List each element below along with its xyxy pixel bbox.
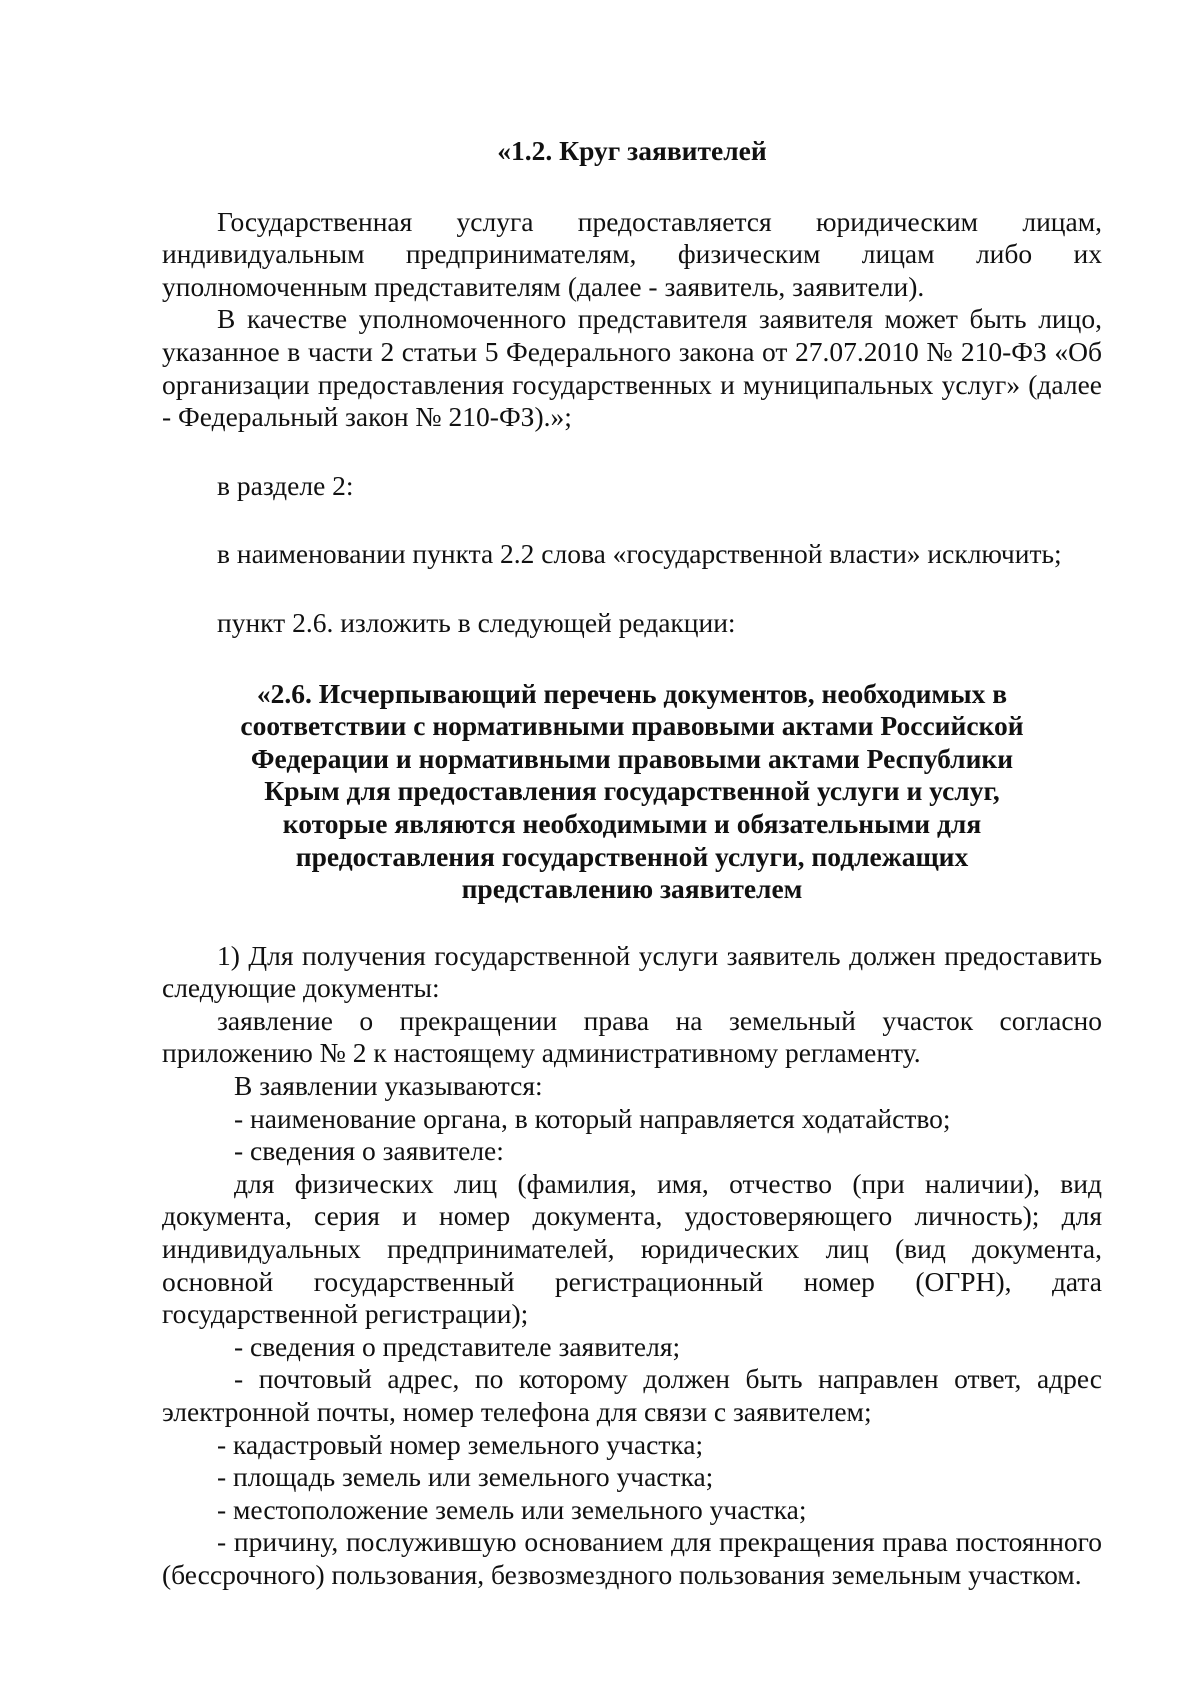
body-list-item: - наименование органа, в который направляется ходатайство; xyxy=(234,1102,951,1134)
body-paragraph: В заявлении указываются: xyxy=(234,1070,543,1102)
body-list-item: - кадастровый номер земельного участка; xyxy=(217,1428,704,1460)
amendment-item-2-6: пункт 2.6. изложить в следующей редакции: xyxy=(217,606,736,638)
body-paragraph: заявление о прекращении права на земельный участок согласно приложению № 2 к настоящему административному регламенту. xyxy=(162,1004,1102,1069)
amendment-item-2-2: в наименовании пункта 2.2 слова «государственной власти» исключить; xyxy=(217,538,1062,570)
body-list-item: - площадь земель или земельного участка; xyxy=(217,1461,714,1493)
paragraph-applicants: Государственная услуга предоставляется юридическим лицам, индивидуальным предпринимателям, физическим лицам либо их уполномоченным представителям (далее - заявитель, заявители). xyxy=(162,205,1102,302)
item-heading xyxy=(162,678,1102,906)
body-list-item: - местоположение земель или земельного участка; xyxy=(217,1493,807,1525)
section-heading: «1.2. Круг заявителей xyxy=(497,135,767,166)
item-heading-text: «2.6. Исчерпывающий перечень документов, необходимых в соответствии с нормативными правовыми актами Российской Федерации и нормативными правовыми актами Республики Крым для предоставления государственной услуги и услуг, которые являются необходимыми и обязательными для предоставления государственной услуги, подлежащих представлению заявителем xyxy=(240,677,1024,905)
body-paragraph: для физических лиц (фамилия, имя, отчество (при наличии), вид документа, серия и номер документа, удостоверяющего личность); для индивидуальных предпринимателей, юридических лиц (вид документа, основной государственный регистрационный номер (ОГРН), дата государственной регистрации); xyxy=(162,1167,1102,1330)
body-list-item: - сведения о представителе заявителя; xyxy=(234,1330,681,1362)
paragraph-representative: В качестве уполномоченного представителя заявителя может быть лицо, указанное в части 2 статьи 5 Федерального закона от 27.07.2010 № 210-ФЗ «Об организации предоставления государственных и муниципальных услуг» (далее - Федеральный закон № 210-ФЗ).»; xyxy=(162,303,1102,433)
amendment-section-2: в разделе 2: xyxy=(217,469,354,501)
body-list-item: - почтовый адрес, по которому должен быть направлен ответ, адрес электронной почты, номер телефона для связи с заявителем; xyxy=(162,1363,1102,1427)
body-paragraph: 1) Для получения государственной услуги заявитель должен предоставить следующие документы: xyxy=(162,939,1102,1004)
body-list-item: - причину, послужившую основанием для прекращения права постоянного (бессрочного) пользования, безвозмездного пользования земельным участком. xyxy=(162,1526,1102,1590)
body-list-item: - сведения о заявителе: xyxy=(234,1135,504,1167)
document-page xyxy=(162,135,1102,1592)
